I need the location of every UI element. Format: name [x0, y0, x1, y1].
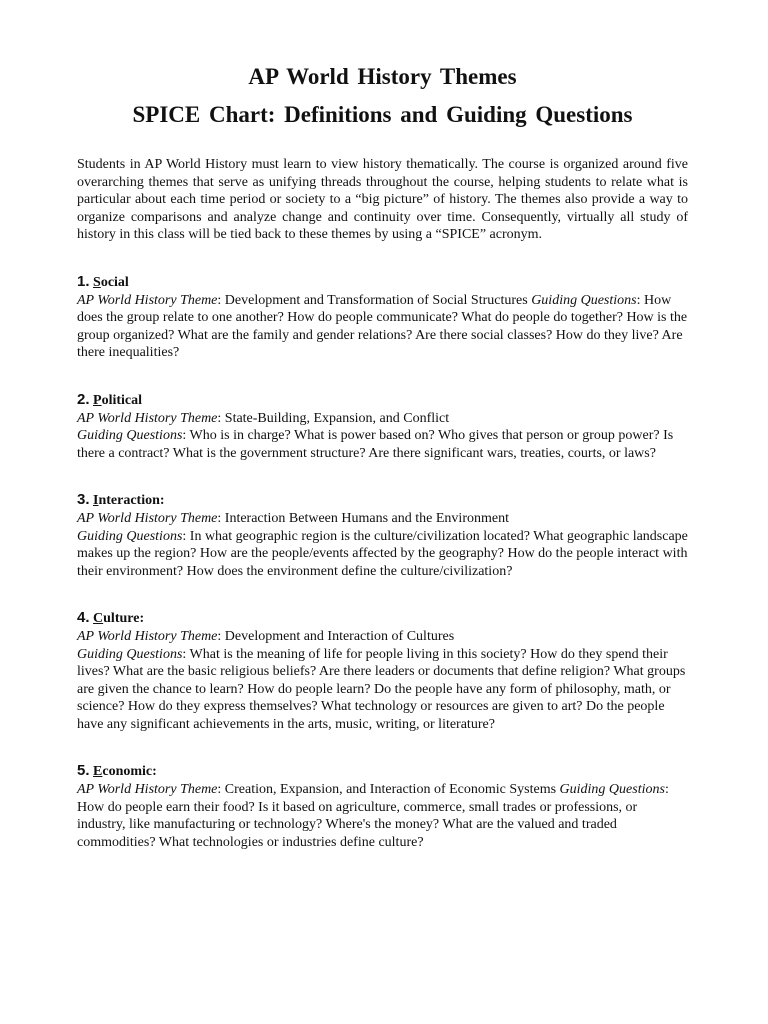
- questions-label: Guiding Questions: [77, 646, 183, 662]
- intro-paragraph: Students in AP World History must learn to view history thematically. The course is organized around five overarching themes that serve as unifying threads throughout the course, helping students to relate what is particular about each time period or society to a “big picture” of history. The themes also provide a way to organize comparisons and analyze change and continuity over time. Consequently, virtually all study of history in this class will be tied back to these themes by using a “SPICE” acronym.: [77, 157, 688, 242]
- theme-number: 1.: [77, 272, 90, 290]
- theme-heading: [77, 390, 688, 410]
- theme-definition: Interaction Between Humans and the Environment: [224, 511, 509, 526]
- theme-definition: State-Building, Expansion, and Conflict: [224, 410, 450, 426]
- theme-name-rest: ocial: [100, 274, 129, 290]
- page-subtitle: SPICE Chart: Definitions and Guiding Questions: [132, 102, 633, 127]
- theme-social: [77, 272, 688, 362]
- guiding-questions: How does the group relate to one another? How do people communicate? What do people do together? How is the group organized? What are the family and gender relations? Are there social classes? How do they live? Are there inequalities?: [77, 292, 688, 360]
- guiding-questions: What is the meaning of life for people living in this society? How do they spend their lives? What are the basic religious beliefs? Are there leaders or documents that define religion? What groups are given the chance to learn? How do people learn? Do the people have any form of philosophy, math, or science? How do they express themselves? What technology or resources are given to art? Do the people have any significant achievements in the arts, music, writing, or literature?: [77, 646, 686, 732]
- theme-economic: [77, 761, 688, 851]
- theme-heading: [77, 272, 688, 292]
- theme-definition: Development and Interaction of Cultures: [224, 629, 455, 644]
- theme-number: 2.: [77, 390, 90, 408]
- theme-political: [77, 390, 688, 463]
- theme-label: AP World History Theme: [77, 292, 218, 308]
- guiding-questions-line: Guiding Questions: What is the meaning of life for people living in this society? How do they spend their lives? What are the basic religious beliefs? Are there leaders or documents that define religion? What groups are given the chance to learn? How do people learn? Do the people have any form of philosophy, math, or science? How do they express themselves? What technology or resources are given to art? Do the people have any significant achievements in the arts, music, writing, or literature?: [77, 646, 686, 732]
- guiding-questions-line: Guiding Questions: Who is in charge? What is power based on? Who gives that person or group power? Is there a contract? What is the government structure? Are there significant wars, treaties, courts, or laws?: [77, 428, 674, 461]
- theme-letter: I: [93, 493, 99, 508]
- theme-definition-line: AP World History Theme: Interaction Between Humans and the Environment: [77, 511, 509, 526]
- questions-label: Guiding Questions: [531, 292, 637, 308]
- theme-label: AP World History Theme: [77, 410, 218, 426]
- theme-name-rest: nteraction:: [98, 493, 165, 508]
- guiding-questions: How do people earn their food? Is it based on agriculture, commerce, small trades or professions, or industry, like manufacturing or technology? Where's the money? What are the valued and traded commodities? What technologies or industries define culture?: [77, 799, 638, 850]
- questions-label: Guiding Questions: [559, 782, 665, 797]
- page-title: AP World History Themes: [248, 64, 517, 89]
- theme-definition-line: AP World History Theme: Development and Interaction of Cultures: [77, 629, 455, 644]
- theme-heading: [77, 608, 688, 628]
- theme-name-rest: olitical: [101, 392, 143, 408]
- theme-number: 3.: [77, 491, 90, 508]
- theme-label: AP World History Theme: [77, 629, 218, 644]
- theme-body: AP World History Theme: Creation, Expansion, and Interaction of Economic Systems Guiding Questions: How do people earn their food? Is it based on agriculture, commerce, small trades or professions, or industry, like manufacturing or technology? Where's the money? What are the valued and traded commodities? What technologies or industries define culture?: [77, 782, 669, 850]
- theme-letter: P: [93, 392, 102, 408]
- theme-culture: [77, 608, 688, 733]
- theme-number: 4.: [77, 609, 90, 626]
- guiding-questions-line: Guiding Questions: In what geographic region is the culture/civilization located? What geographic landscape makes up the region? How are the people/events affected by the geography? How do the people interact with their environment? How does the environment define the culture/civilization?: [77, 528, 688, 579]
- theme-definition: Creation, Expansion, and Interaction of Economic Systems: [224, 782, 557, 797]
- theme-definition-line: AP World History Theme: State-Building, Expansion, and Conflict: [77, 410, 450, 426]
- guiding-questions: In what geographic region is the culture/civilization located? What geographic landscape makes up the region? How are the people/events affected by the geography? How do the people interact with their environment? How does the environment define the culture/civilization?: [77, 528, 688, 579]
- theme-interaction: [77, 490, 688, 580]
- theme-name-rest: conomic:: [102, 764, 157, 779]
- theme-label: AP World History Theme: [77, 782, 218, 797]
- theme-letter: S: [93, 274, 101, 290]
- theme-number: 5.: [77, 762, 90, 779]
- theme-body: AP World History Theme: Development and Transformation of Social Structures Guiding Questions: How does the group relate to one another? How do people communicate? What do people do together? How is the group organized? What are the family and gender relations? Are there social classes? How do they live? Are there inequalities?: [77, 292, 688, 360]
- questions-label: Guiding Questions: [77, 528, 183, 544]
- theme-letter: C: [93, 611, 104, 626]
- theme-label: AP World History Theme: [77, 511, 218, 526]
- theme-letter: E: [93, 764, 103, 779]
- theme-heading: [77, 490, 688, 510]
- questions-label: Guiding Questions: [77, 428, 183, 443]
- theme-definition: Development and Transformation of Social Structures: [224, 292, 528, 308]
- theme-heading: [77, 761, 688, 781]
- guiding-questions: Who is in charge? What is power based on? Who gives that person or group power? Is there a contract? What is the government structure? Are there significant wars, treaties, courts, or laws?: [77, 428, 674, 461]
- theme-name-rest: ulture:: [103, 611, 145, 626]
